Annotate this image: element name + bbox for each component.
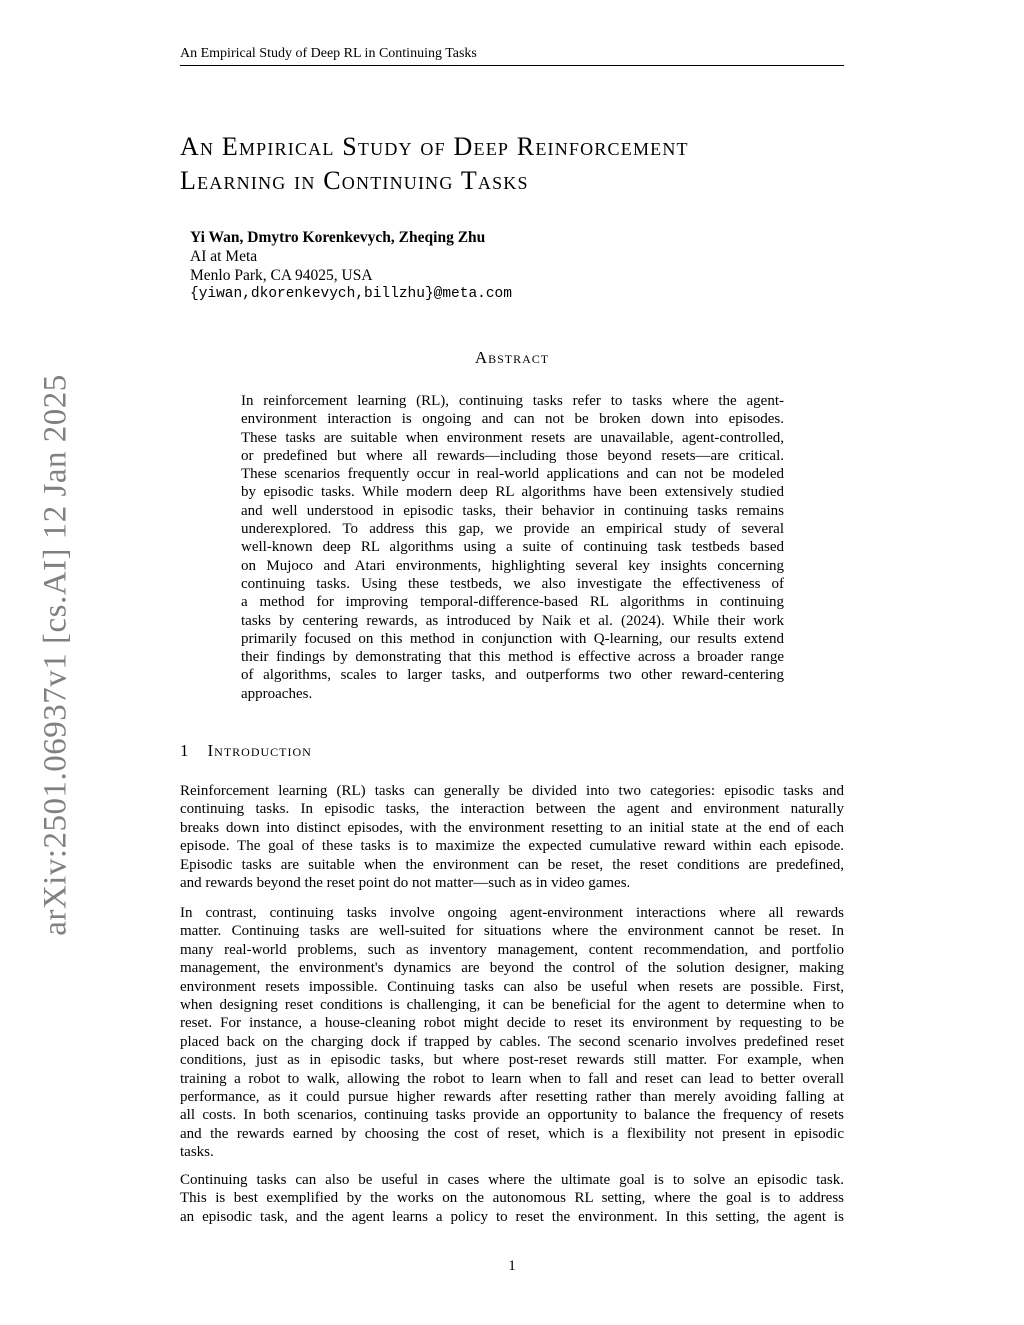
- paper-title-line-1: An Empirical Study of Deep Reinforcement: [180, 132, 689, 161]
- intro-line: many real-world problems, such as inventory management, content recommendation, and portfolio: [180, 941, 844, 958]
- intro-paragraph-2: [180, 904, 844, 1162]
- paper-title-line-2: Learning in Continuing Tasks: [180, 166, 529, 195]
- abstract-line: a method for improving temporal-difference-based RL algorithms in continuing: [241, 594, 784, 611]
- abstract-line: These scenarios frequently occur in real-world applications and can not be modeled: [241, 466, 784, 483]
- intro-line: and rewards beyond the reset point do not matter—such as in video games.: [180, 875, 631, 892]
- abstract-line: environment interaction is ongoing and can not be broken down into episodes.: [241, 411, 784, 428]
- running-header: An Empirical Study of Deep RL in Continuing Tasks: [180, 45, 844, 66]
- intro-line: placed back on the charging dock if trapped by cables. The second scenario involves predefined reset: [180, 1033, 844, 1050]
- author-affiliation: AI at Meta: [190, 248, 258, 265]
- abstract-line: continuing tasks. Using these testbeds, we also investigate the effectiveness of: [241, 575, 784, 592]
- abstract-heading: Abstract: [474, 348, 550, 367]
- intro-line: tasks.: [180, 1144, 214, 1161]
- intro-line: environment resets impossible. Continuing tasks can also be useful when resets are possible. First,: [180, 978, 844, 995]
- intro-line: reset. For instance, a house-cleaning robot might decide to reset its environment by requesting to be: [180, 1015, 844, 1032]
- section-title: Introduction: [207, 741, 312, 760]
- abstract-line: by episodic tasks. While modern deep RL algorithms have been extensively studied: [241, 484, 784, 501]
- intro-paragraph-3: [180, 1171, 844, 1226]
- abstract-body: [241, 392, 784, 703]
- intro-line: management, the environment's dynamics are beyond the control of the solution designer, making: [180, 960, 844, 977]
- abstract-line: underexplored. To address this gap, we provide an empirical study of several: [241, 521, 784, 538]
- page-number: 1: [508, 1258, 516, 1274]
- intro-line: an episodic task, and the agent learns a policy to reset the environment. In this setting, the agent is: [180, 1208, 844, 1225]
- intro-line: performance, as it could pursue higher rewards after resetting rather than merely avoiding falling at: [180, 1089, 844, 1106]
- intro-paragraph-1: [180, 782, 844, 892]
- intro-line: matter. Continuing tasks are well-suited for situations where the environment cannot be reset. In: [180, 923, 844, 940]
- intro-line: and the rewards earned by choosing the cost of reset, which is a flexibility not present in episodic: [180, 1125, 844, 1142]
- arxiv-side-stamp: arXiv:2501.06937v1 [cs.AI] 12 Jan 2025: [37, 374, 74, 936]
- intro-line: breaks down into distinct episodes, with the environment resetting to an initial state at the end of each: [180, 819, 844, 836]
- abstract-line: their findings by demonstrating that this method is effective across a broader range: [241, 649, 784, 666]
- intro-line: Continuing tasks can also be useful in cases where the ultimate goal is to solve an episodic task.: [180, 1172, 844, 1188]
- author-address: Menlo Park, CA 94025, USA: [190, 267, 373, 284]
- section-number: 1: [180, 741, 190, 760]
- abstract-line: In reinforcement learning (RL), continuing tasks refer to tasks where the agent-: [241, 393, 784, 409]
- intro-line: all costs. In both scenarios, continuing tasks provide an opportunity to balance the frequency of resets: [180, 1107, 844, 1124]
- intro-line: Episodic tasks are suitable when the environment can be reset, the reset conditions are predefined,: [180, 856, 844, 873]
- abstract-line: well-known deep RL algorithms using a suite of continuing task testbeds based: [241, 539, 784, 556]
- abstract-line: These tasks are suitable when environment resets are unavailable, agent-controlled,: [241, 429, 784, 446]
- intro-line: conditions, just as in episodic tasks, but where post-reset rewards still matter. For example, when: [180, 1052, 844, 1069]
- intro-line: In contrast, continuing tasks involve ongoing agent-environment interactions where all rewards: [180, 905, 844, 921]
- abstract-line: or predefined but where all rewards—including those beyond resets—are critical.: [241, 447, 784, 464]
- abstract-line: and well understood in episodic tasks, their behavior in continuing tasks remains: [241, 502, 784, 519]
- author-names: Yi Wan, Dmytro Korenkevych, Zheqing Zhu: [190, 229, 486, 246]
- section-heading-introduction: [180, 741, 312, 761]
- abstract-line: approaches.: [241, 685, 313, 702]
- author-email: {yiwan,dkorenkevych,billzhu}@meta.com: [190, 286, 512, 302]
- intro-line: Reinforcement learning (RL) tasks can generally be divided into two categories: episodic tasks and: [180, 783, 844, 799]
- intro-line: training a robot to walk, allowing the robot to learn when to fall and reset can lead to better overall: [180, 1070, 844, 1087]
- abstract-line: of algorithms, scales to larger tasks, and outperforms two other reward-centering: [241, 667, 784, 684]
- abstract-line: tasks by centering rewards, as introduced by Naik et al. (2024). While their work: [241, 612, 784, 629]
- intro-line: episode. The goal of these tasks is to maximize the expected cumulative reward within each episode.: [180, 838, 844, 855]
- intro-line: when designing reset conditions is challenging, it can be beneficial for the agent to determine when to: [180, 997, 844, 1014]
- abstract-line: primarily focused on this method in conjunction with Q-learning, our results extend: [241, 630, 784, 647]
- intro-line: This is best exemplified by the works on the autonomous RL setting, where the goal is to address: [180, 1190, 844, 1207]
- abstract-line: on Mujoco and Atari environments, highlighting several key insights concerning: [241, 557, 784, 574]
- intro-line: continuing tasks. In episodic tasks, the interaction between the agent and environment naturally: [180, 801, 844, 818]
- paper-title: [180, 130, 860, 198]
- author-block: [190, 228, 512, 304]
